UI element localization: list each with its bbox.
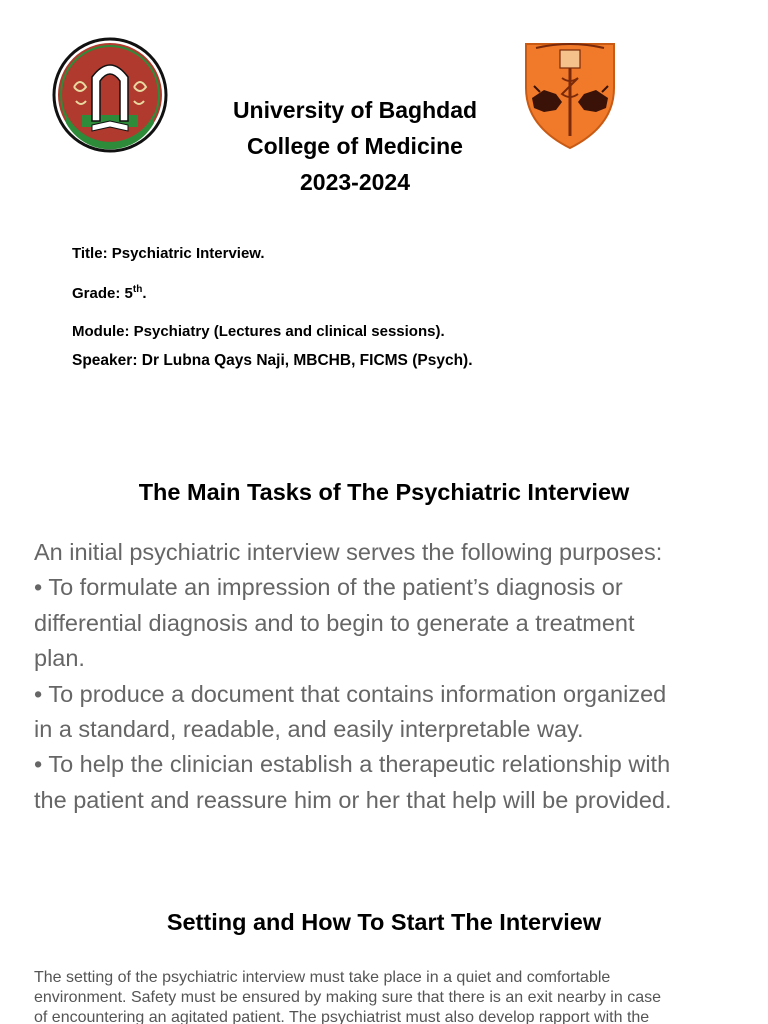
grade-superscript: th — [132, 284, 143, 295]
body-line: The setting of the psychiatric interview must take place in a quiet and comfortable — [34, 969, 611, 986]
body-line: • To produce a document that contains information organized — [34, 680, 667, 707]
college-of-medicine-logo — [522, 38, 618, 150]
body-line: environment. Safety must be ensured by making sure that there is an exit nearby in case — [34, 989, 661, 1006]
university-of-baghdad-logo — [52, 37, 168, 153]
setting-body — [34, 968, 744, 1024]
academic-year: 2023-2024 — [300, 169, 410, 195]
lecture-title: Title: Psychiatric Interview. — [72, 245, 265, 262]
body-line: An initial psychiatric interview serves the following purposes: — [34, 539, 663, 565]
grade-suffix: . — [142, 285, 147, 302]
body-line: plan. — [34, 645, 85, 672]
institution-header — [180, 92, 530, 200]
college-name: College of Medicine — [247, 133, 463, 159]
body-line: of encountering an agitated patient. The psychiatrist must also develop rapport with the — [34, 1009, 650, 1024]
body-line: • To formulate an impression of the patient’s diagnosis or — [34, 574, 623, 601]
body-line: in a standard, readable, and easily interpretable way. — [34, 716, 584, 743]
university-name: University of Baghdad — [232, 97, 478, 123]
body-line: the patient and reassure him or her that help will be provided. — [34, 786, 672, 813]
body-line: differential diagnosis and to begin to generate a treatment — [34, 609, 635, 636]
grade-text: Grade: 5 — [72, 285, 133, 302]
lecture-module: Module: Psychiatry (Lectures and clinical sessions). — [72, 323, 445, 340]
main-tasks-body — [34, 535, 744, 818]
lecture-speaker: Speaker: Dr Lubna Qays Naji, MBCHB, FICMS (Psych). — [72, 352, 473, 369]
main-tasks-heading: The Main Tasks of The Psychiatric Interview — [138, 479, 630, 505]
body-line: • To help the clinician establish a therapeutic relationship with — [34, 751, 671, 778]
setting-heading: Setting and How To Start The Interview — [166, 909, 602, 935]
lecture-grade — [72, 284, 146, 302]
